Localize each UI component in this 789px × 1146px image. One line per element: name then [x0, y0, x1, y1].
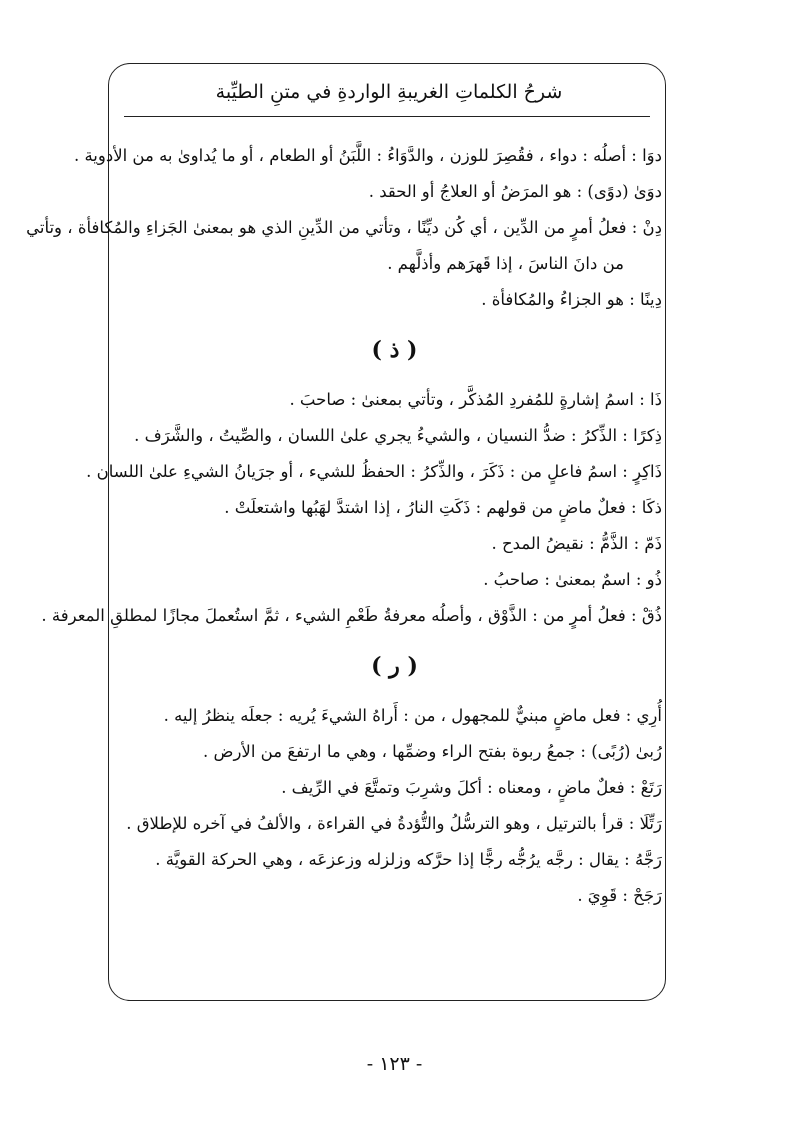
- glossary-entry: رَجَحْ : قَوِيَ .: [577, 886, 662, 905]
- glossary-entry: ذكَا : فعلٌ ماضٍ من قولهم : ذَكَتِ النارُ ، إذا اشتدَّ لهَبُها واشتعلَتْ .: [224, 498, 662, 517]
- glossary-entry-continuation: من دانَ الناسَ ، إذا قَهرَهم وأذلَّهم .: [387, 254, 624, 273]
- header-rule: [124, 116, 650, 117]
- glossary-entry: دِينًا : هو الجزاءُ والمُكافأة .: [481, 290, 662, 309]
- glossary-entry: أُرِي : فعل ماضٍ مبنيٌّ للمجهول ، من : أَراهُ الشيءَ يُريه : جعلَه ينظرُ إليه .: [163, 706, 662, 725]
- glossary-entry: ذِكرًا : الذِّكرُ : ضدُّ النسيان ، والشيءُ يجري علىٰ اللسان ، والصِّيتُ ، والشَّرَف .: [134, 426, 662, 445]
- glossary-entry: رَجَّهُ : يقال : رجَّه يرُجُّه رجًّا إذا حرَّكه وزلزله وزعزعَه ، وهي الحركة القويَّة .: [155, 850, 662, 869]
- glossary-entry: دوَا : أصلُه : دواء ، فقُصِرَ للوزن ، والدَّوَاءُ : اللَّبَنُ أو الطعام ، أو ما يُداوىٰ به من الأدوية .: [73, 146, 662, 165]
- section-heading: ( ذ ): [371, 337, 418, 363]
- running-header-title: شرحُ الكلماتِ الغريبةِ الواردةِ في متنِ الطيِّبة: [215, 81, 563, 103]
- glossary-entry: ذُقْ : فعلُ أمرٍ من : الذَّوْق ، وأصلُه معرفةُ طَعْمِ الشيء ، ثمَّ استُعملَ مجازًا لمطلقِ المعرفة .: [41, 606, 662, 625]
- glossary-entry: ذَمّ : الذَّمُّ : نقيضُ المدح .: [491, 534, 662, 553]
- glossary-entry: دِنْ : فعلُ أمرٍ من الدِّين ، أي كُن ديِّنًا ، وتأتي من الدِّينِ الذي هو بمعنىٰ الجَزاءِ والمُكافأة ، وتأتي: [26, 218, 662, 237]
- glossary-entry: دوَىٰ (دوًى) : هو المرَضُ أو العلاجُ أو الحقد .: [368, 182, 662, 201]
- page-number: - ١٢٣ -: [366, 1053, 423, 1075]
- glossary-entry: ذَاكِرٍ : اسمُ فاعلٍ من : ذَكَرَ ، والذِّكرُ : الحفظُ للشيء ، أو جرَيانُ الشيءِ علىٰ اللسان .: [86, 462, 662, 481]
- glossary-entry: رَتَعْ : فعلٌ ماضٍ ، ومعناه : أكلَ وشرِبَ وتمتَّعَ في الرِّيف .: [281, 778, 662, 797]
- page-content: [26, 138, 662, 914]
- glossary-entry: رَتِّلَا : قرأ بالترتيل ، وهو الترسُّلُ والتُّؤدةُ في القراءة ، والألفُ في آخره للإطلاق .: [126, 814, 662, 833]
- section-heading: ( ر ): [371, 653, 418, 679]
- glossary-entry: ذُو : اسمٌ بمعنىٰ : صاحبُ .: [483, 570, 662, 589]
- glossary-entry: ذَا : اسمُ إشارةٍ للمُفردِ المُذكَّر ، وتأتي بمعنىٰ : صاحبَ .: [289, 390, 662, 409]
- glossary-entry: رُبىٰ (رُبًى) : جمعُ ربوة بفتح الراء وضمِّها ، وهي ما ارتفعَ من الأرض .: [203, 742, 662, 761]
